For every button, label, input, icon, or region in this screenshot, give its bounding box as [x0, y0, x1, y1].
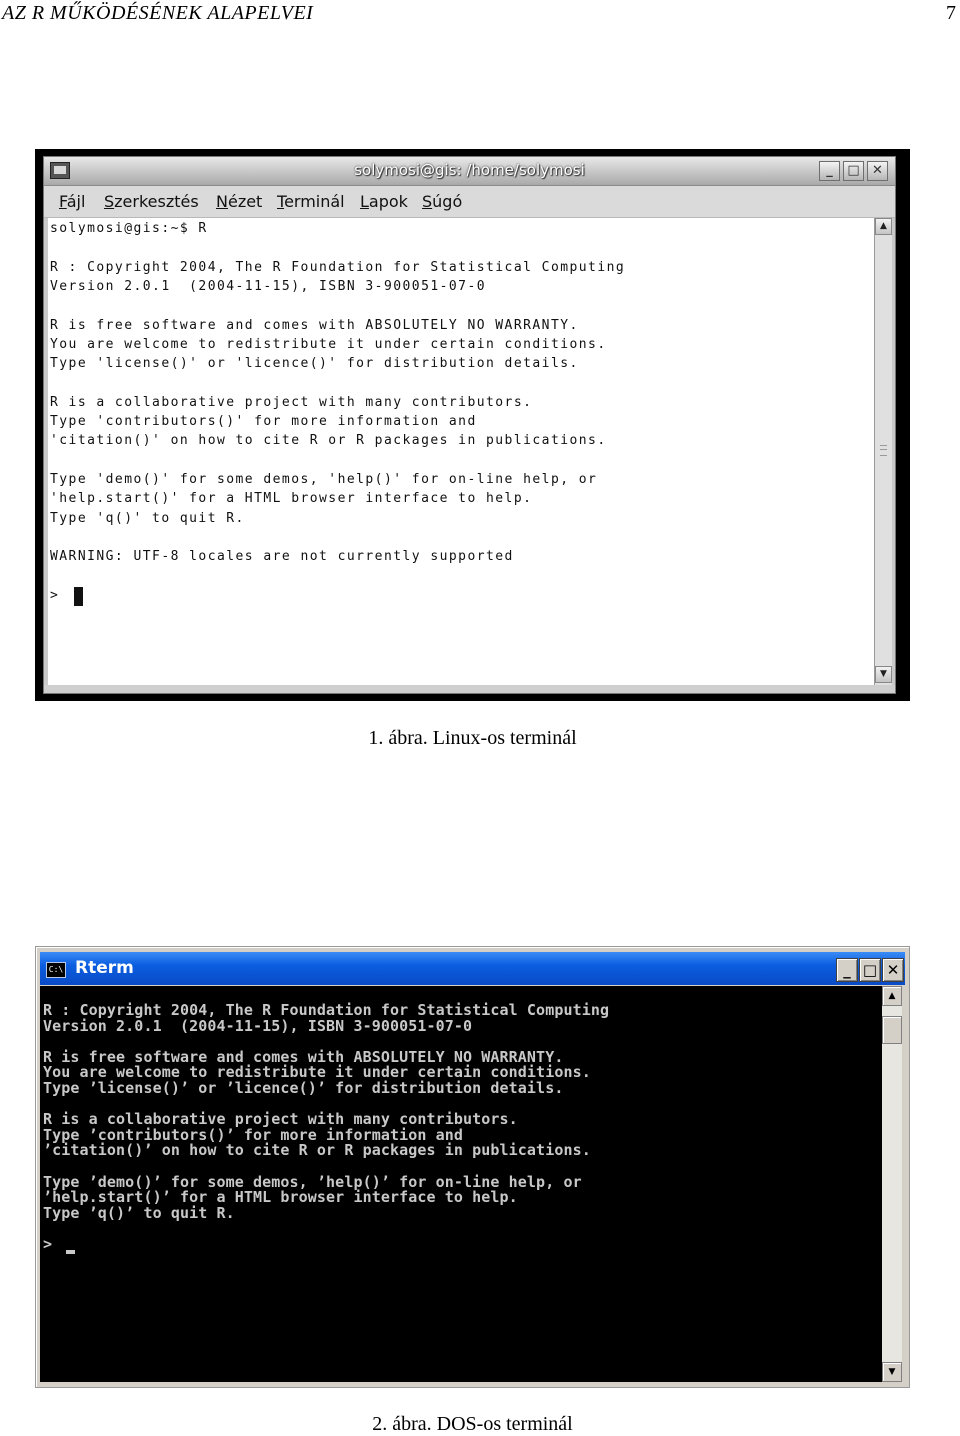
figure-2-caption: 2. ábra. DOS-os terminál	[372, 1413, 573, 1435]
maximize-button[interactable]: □	[843, 161, 864, 181]
terminal-line: Version 2.0.1 (2004-11-15), ISBN 3-900051-07-0	[50, 278, 487, 294]
text-cursor	[66, 1250, 75, 1254]
dos-titlebar[interactable]	[40, 952, 905, 985]
menu-label: zerkesztés	[114, 192, 199, 211]
terminal-line: You are welcome to redistribute it under certain conditions.	[50, 336, 607, 352]
text-cursor	[74, 587, 83, 606]
menu-accelerator: S	[104, 192, 115, 211]
terminal-line: 'help.start()' for a HTML browser interface to help.	[50, 491, 533, 507]
scroll-up-arrow-icon[interactable]: ▲	[882, 986, 902, 1006]
console-icon[interactable]: C:\	[46, 962, 66, 978]
terminal-line: R : Copyright 2004, The R Foundation for Statistical Computing	[50, 259, 626, 275]
menu-item[interactable]	[104, 192, 199, 211]
terminal-line: R is free software and comes with ABSOLUTELY NO WARRANTY.	[50, 317, 579, 333]
linux-titlebar[interactable]	[44, 157, 895, 186]
window-bottom-border	[44, 685, 895, 693]
menu-item[interactable]	[59, 192, 85, 211]
close-button[interactable]: ✕	[867, 161, 888, 181]
menu-label: úgó	[432, 192, 463, 211]
terminal-line: WARNING: UTF-8 locales are not currently supported	[50, 549, 514, 565]
terminal-line: solymosi@gis:~$ R	[50, 221, 208, 236]
dos-scrollbar[interactable]	[882, 986, 902, 1382]
menu-accelerator: F	[59, 192, 67, 211]
terminal-line: Type 'demo()' for some demos, 'help()' for on-line help, or	[50, 471, 598, 487]
dos-window-title: Rterm	[75, 958, 134, 978]
scroll-up-arrow-icon[interactable]: ▲	[875, 218, 892, 235]
linux-terminal-window	[43, 156, 896, 694]
linux-window-title: solymosi@gis: /home/solymosi	[354, 161, 585, 179]
menu-label: apok	[368, 192, 408, 211]
menu-label: ájl	[66, 192, 86, 211]
terminal-line: 'citation()' on how to cite R or R packages in publications.	[50, 433, 607, 449]
terminal-line: Type 'contributors()' for more information and	[50, 414, 477, 429]
menu-accelerator: T	[277, 192, 285, 211]
console-line: Type ’license()’ or ’licence()’ for distribution details.	[43, 1079, 564, 1097]
terminal-line: Type 'license()' or 'licence()' for distribution details.	[50, 356, 579, 372]
console-line: You are welcome to redistribute it under certain conditions.	[43, 1063, 591, 1082]
console-line: Type ’demo()’ for some demos, ’help()’ for on-line help, or	[43, 1172, 582, 1191]
console-line: ’citation()’ on how to cite R or R packages in publications.	[43, 1141, 591, 1160]
running-title: AZ R MŰKÖDÉSÉNEK ALAPELVEI	[2, 2, 314, 24]
console-line: Type ’contributors()’ for more information and	[43, 1125, 464, 1144]
scroll-down-arrow-icon[interactable]: ▼	[875, 666, 892, 683]
linux-scrollbar[interactable]	[874, 218, 892, 685]
terminal-line: R is a collaborative project with many contributors.	[50, 394, 533, 410]
menu-accelerator: S	[422, 192, 433, 211]
page-header	[0, 0, 960, 28]
close-button[interactable]: ✕	[882, 958, 904, 982]
console-line: R : Copyright 2004, The R Foundation for Statistical Computing	[43, 1001, 610, 1019]
linux-terminal-output[interactable]	[48, 218, 874, 685]
linux-menubar	[44, 186, 895, 218]
menu-item[interactable]	[277, 192, 345, 211]
menu-item[interactable]	[216, 192, 262, 211]
minimize-button[interactable]: _	[836, 958, 858, 982]
maximize-button[interactable]: □	[859, 958, 881, 982]
figure-1-caption: 1. ábra. Linux-os terminál	[368, 727, 577, 749]
minimize-button[interactable]: _	[819, 161, 840, 181]
terminal-line: Type 'q()' to quit R.	[50, 510, 245, 526]
menu-item[interactable]	[360, 192, 408, 211]
console-line: Version 2.0.1 (2004-11-15), ISBN 3-900051-07-0	[43, 1016, 473, 1035]
console-line: ’help.start()’ for a HTML browser interface to help.	[43, 1188, 518, 1207]
menu-accelerator: N	[216, 192, 228, 211]
page-number: 7	[946, 2, 956, 24]
scroll-grip-icon[interactable]	[880, 445, 887, 456]
menu-label: ézet	[227, 192, 263, 211]
console-line: R is free software and comes with ABSOLUTELY NO WARRANTY.	[43, 1047, 564, 1066]
menu-item[interactable]	[422, 192, 462, 211]
menu-label: erminál	[284, 192, 345, 211]
figure-2-screenshot	[35, 946, 910, 1388]
menu-accelerator: L	[360, 192, 369, 211]
scroll-thumb[interactable]	[882, 1016, 902, 1044]
dos-terminal-output[interactable]	[40, 986, 882, 1382]
console-line: >	[43, 1235, 53, 1253]
terminal-line: >	[50, 587, 60, 603]
figure-1-screenshot	[35, 149, 910, 701]
console-line: Type ’q()’ to quit R.	[43, 1203, 235, 1222]
scroll-down-arrow-icon[interactable]: ▼	[882, 1362, 902, 1382]
console-line: R is a collaborative project with many contributors.	[43, 1110, 518, 1129]
